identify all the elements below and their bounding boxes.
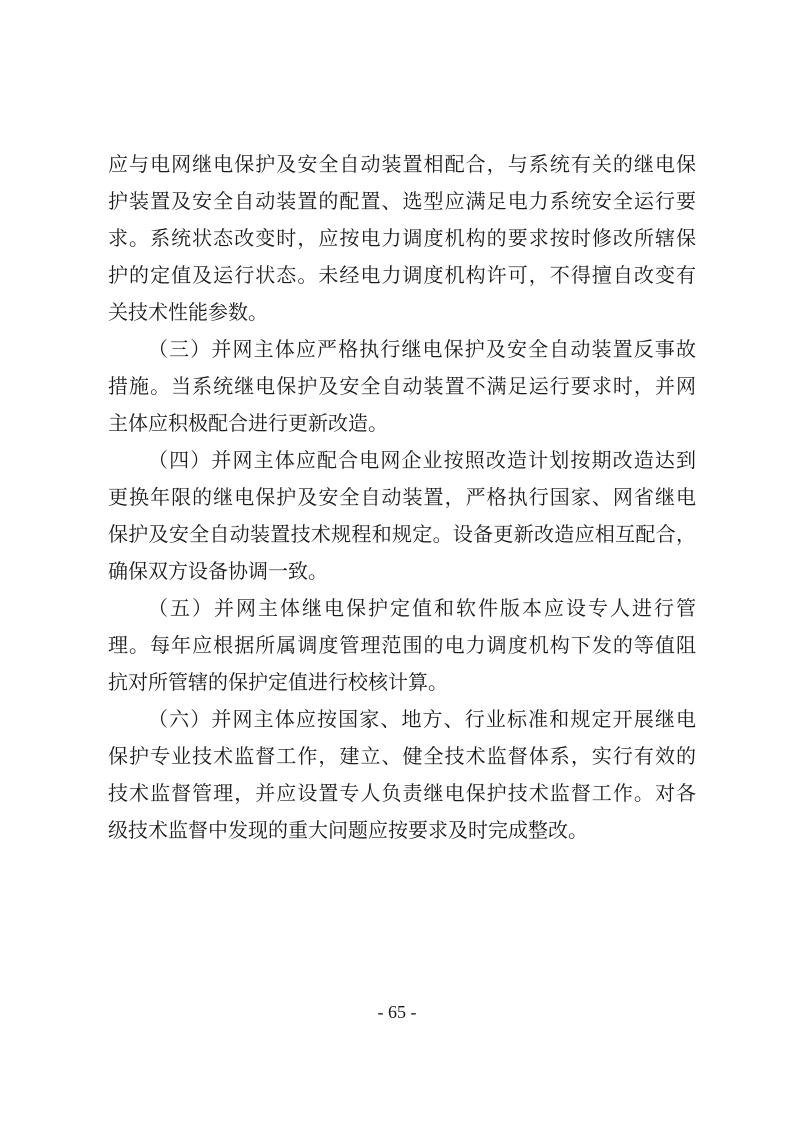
text-line: 求。系统状态改变时，应按电力调度机构的要求按时修改所辖保 bbox=[108, 226, 696, 250]
paragraph-item-5 bbox=[108, 590, 696, 701]
text-line: 理。每年应根据所属调度管理范围的电力调度机构下发的等值阻 bbox=[108, 633, 696, 657]
page-number: - 65 - bbox=[377, 1002, 417, 1022]
text-line: （五）并网主体继电保护定值和软件版本应设专人进行管 bbox=[148, 596, 696, 620]
text-line: 护装置及安全自动装置的配置、选型应满足电力系统安全运行要 bbox=[108, 189, 696, 213]
text-line: 主体应积极配合进行更新改造。 bbox=[108, 411, 388, 435]
text-line: （四）并网主体应配合电网企业按照改造计划按期改造达到 bbox=[148, 448, 696, 472]
text-line: 保护专业技术监督工作，建立、健全技术监督体系，实行有效的 bbox=[108, 744, 696, 768]
text-line: （六）并网主体应按国家、地方、行业标准和规定开展继电 bbox=[148, 707, 696, 731]
body-text bbox=[108, 146, 696, 849]
paragraph-continuation bbox=[108, 146, 696, 331]
text-line: 更换年限的继电保护及安全自动装置，严格执行国家、网省继电 bbox=[108, 485, 696, 509]
text-line: 应与电网继电保护及安全自动装置相配合，与系统有关的继电保 bbox=[108, 152, 696, 176]
text-line: 关技术性能参数。 bbox=[108, 300, 268, 324]
text-line: 措施。当系统继电保护及安全自动装置不满足运行要求时，并网 bbox=[108, 374, 696, 398]
text-line: 级技术监督中发现的重大问题应按要求及时完成整改。 bbox=[108, 818, 588, 842]
text-line: 确保双方设备协调一致。 bbox=[108, 559, 328, 583]
paragraph-item-3 bbox=[108, 331, 696, 442]
paragraph-item-6 bbox=[108, 701, 696, 849]
paragraph-item-4 bbox=[108, 442, 696, 590]
text-line: 保护及安全自动装置技术规程和规定。设备更新改造应相互配合， bbox=[108, 522, 696, 546]
text-line: 抗对所管辖的保护定值进行校核计算。 bbox=[108, 670, 448, 694]
text-line: 技术监督管理，并应设置专人负责继电保护技术监督工作。对各 bbox=[108, 781, 696, 805]
text-line: 护的定值及运行状态。未经电力调度机构许可，不得擅自改变有 bbox=[108, 263, 696, 287]
text-line: （三）并网主体应严格执行继电保护及安全自动装置反事故 bbox=[148, 337, 696, 361]
